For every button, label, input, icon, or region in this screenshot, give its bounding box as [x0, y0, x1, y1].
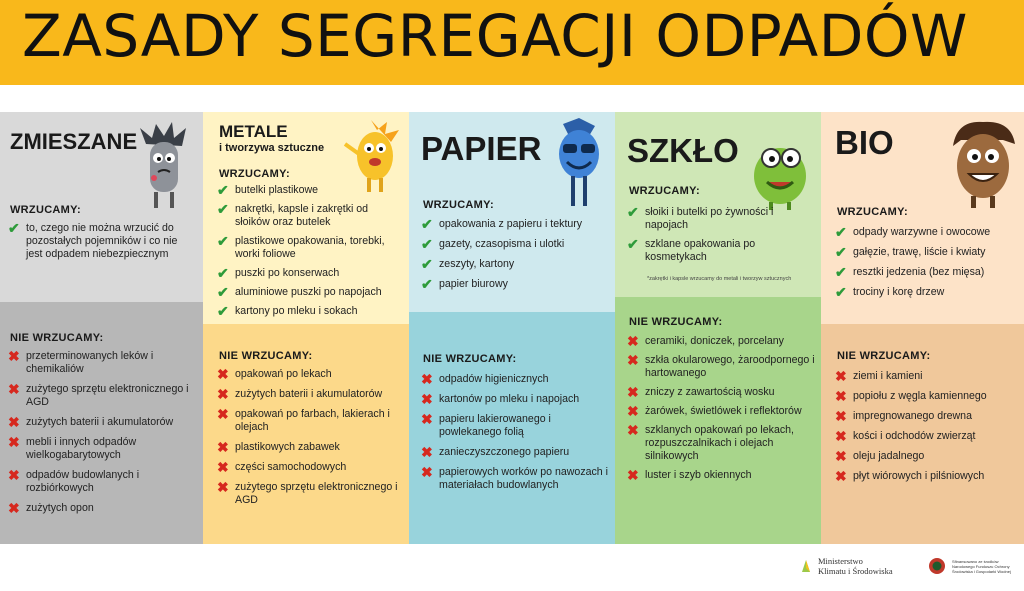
metale-yes-label: WRZUCAMY: — [219, 168, 290, 180]
cross-icon: ✖ — [835, 428, 847, 444]
bio-yes-label: WRZUCAMY: — [837, 206, 908, 218]
list-item — [421, 466, 611, 492]
cross-icon: ✖ — [627, 467, 639, 483]
list-item — [8, 222, 183, 261]
zmieszane-no-list — [8, 350, 198, 515]
column-metale — [203, 112, 409, 544]
list-item-text: gałęzie, trawę, liście i kwiaty — [853, 246, 986, 258]
cross-icon: ✖ — [627, 384, 639, 400]
list-item-text: trociny i korę drzew — [853, 286, 945, 298]
list-item-text: butelki plastikowe — [235, 184, 319, 196]
zmieszane-mascot-icon — [138, 122, 190, 214]
metale-subtitle: i tworzywa sztuczne — [219, 142, 325, 154]
list-item-text: resztki jedzenia (bez mięsa) — [853, 266, 985, 278]
ministry-logo — [800, 556, 893, 576]
list-item — [217, 203, 397, 229]
cross-icon: ✖ — [421, 464, 433, 480]
metale-no-label: NIE WRZUCAMY: — [219, 350, 313, 362]
list-item-text: odpady warzywne i owocowe — [853, 226, 991, 238]
cross-icon: ✖ — [421, 444, 433, 460]
metale-title: METALE — [219, 122, 288, 141]
list-item-text: impregnowanego drewna — [853, 410, 972, 422]
ministry-name — [818, 556, 893, 576]
list-item-text: opakowań po farbach, lakierach i olejach — [235, 408, 390, 433]
cross-icon: ✖ — [835, 388, 847, 404]
list-item-text: papierowych worków po nawozach i materiałach budowlanych — [439, 466, 608, 491]
list-item-text: popiołu z węgla kamiennego — [853, 390, 987, 402]
list-item — [835, 410, 1020, 423]
list-item-text: plastikowe opakowania, torebki, worki foliowe — [235, 235, 385, 260]
bio-title: BIO — [835, 124, 894, 161]
zmieszane-yes-list — [8, 222, 183, 261]
list-item — [217, 388, 402, 401]
bio-mascot-icon — [947, 118, 1019, 210]
list-item-text: luster i szyb okiennych — [645, 469, 752, 481]
list-item-text: zeszyty, kartony — [439, 258, 515, 270]
list-item-text: przeterminowanych leków i chemikaliów — [26, 350, 154, 375]
cross-icon: ✖ — [217, 366, 229, 382]
check-icon: ✔ — [835, 264, 847, 280]
list-item — [217, 286, 397, 299]
list-item — [217, 368, 402, 381]
list-item — [835, 286, 1020, 299]
cross-icon: ✖ — [627, 333, 639, 349]
list-item-text: gazety, czasopisma i ulotki — [439, 238, 565, 250]
list-item — [421, 446, 611, 459]
column-bio — [821, 112, 1024, 544]
list-item-text: papieru lakierowanego i powlekanego folią — [439, 413, 551, 438]
cross-icon: ✖ — [217, 479, 229, 495]
cross-icon: ✖ — [627, 422, 639, 438]
list-item — [217, 441, 402, 454]
list-item-text: puszki po konserwach — [235, 267, 340, 279]
check-icon: ✔ — [835, 284, 847, 300]
papier-yes-label: WRZUCAMY: — [423, 199, 494, 211]
list-item-text: odpadów budowlanych i rozbiórkowych — [26, 469, 140, 494]
list-item-text: żarówek, świetlówek i reflektorów — [645, 405, 802, 417]
cross-icon: ✖ — [217, 459, 229, 475]
szklo-yes-label: WRZUCAMY: — [629, 185, 700, 197]
column-papier — [409, 112, 615, 544]
check-icon: ✔ — [217, 233, 229, 249]
list-item — [8, 383, 198, 409]
papier-no-label: NIE WRZUCAMY: — [423, 353, 517, 365]
cross-icon: ✖ — [421, 391, 433, 407]
check-icon: ✔ — [217, 201, 229, 217]
check-icon: ✔ — [217, 265, 229, 281]
list-item-text: szklanych opakowań po lekach, rozpuszczalnikach i olejach silnikowych — [645, 424, 794, 462]
list-item-text: płyt wiórowych i pilśniowych — [853, 470, 985, 482]
cross-icon: ✖ — [421, 371, 433, 387]
list-item — [835, 390, 1020, 403]
list-item — [421, 373, 611, 386]
list-item-text: zanieczyszczonego papieru — [439, 446, 570, 458]
list-item-text: ziemi i kamieni — [853, 370, 923, 382]
list-item-text: opakowania z papieru i tektury — [439, 218, 583, 230]
list-item — [8, 469, 198, 495]
list-item — [8, 416, 198, 429]
list-item — [627, 386, 817, 399]
list-item-text: mebli i innych odpadów wielkogabarytowych — [26, 436, 137, 461]
check-icon: ✔ — [217, 284, 229, 300]
check-icon: ✔ — [217, 182, 229, 198]
list-item — [835, 266, 1020, 279]
papier-yes-list — [421, 218, 606, 291]
bio-yes-list — [835, 226, 1020, 299]
cross-icon: ✖ — [627, 403, 639, 419]
list-item-text: słoiki i butelki po żywności i napojach — [645, 206, 774, 231]
list-item — [217, 305, 397, 318]
list-item — [217, 408, 402, 434]
cross-icon: ✖ — [8, 467, 20, 483]
zmieszane-title: ZMIESZANE — [10, 129, 138, 154]
fund-logo — [928, 557, 1012, 575]
metale-yes-list — [217, 184, 397, 318]
category-columns — [0, 112, 1024, 544]
cross-icon: ✖ — [835, 448, 847, 464]
fund-name: Sfinansowano ze środków Narodowego Funduszu Ochrony Środowiska i Gospodarki Wodnej — [952, 558, 1011, 574]
szklo-no-label: NIE WRZUCAMY: — [629, 316, 723, 328]
list-item-text: części samochodowych — [235, 461, 347, 473]
list-item — [8, 350, 198, 376]
check-icon: ✔ — [421, 236, 433, 252]
list-item-text: szkła okularowego, żaroodpornego i hartowanego — [645, 354, 815, 379]
list-item — [217, 461, 402, 474]
column-zmieszane — [0, 112, 203, 544]
check-icon: ✔ — [421, 256, 433, 272]
zmieszane-no-label: NIE WRZUCAMY: — [10, 332, 104, 344]
list-item-text: oleju jadalnego — [853, 450, 925, 462]
bio-no-list — [835, 370, 1020, 483]
ministry-name-line1: Ministerstwo — [818, 556, 863, 566]
list-item — [8, 502, 198, 515]
szklo-mascot-icon — [747, 136, 813, 212]
check-icon: ✔ — [835, 244, 847, 260]
list-item — [627, 405, 817, 418]
list-item — [835, 246, 1020, 259]
cross-icon: ✖ — [217, 439, 229, 455]
cross-icon: ✖ — [8, 381, 20, 397]
check-icon: ✔ — [627, 204, 639, 220]
zmieszane-yes-label: WRZUCAMY: — [10, 204, 81, 216]
list-item — [8, 436, 198, 462]
cross-icon: ✖ — [421, 411, 433, 427]
list-item-text: aluminiowe puszki po napojach — [235, 286, 382, 298]
list-item — [627, 206, 812, 232]
list-item — [217, 267, 397, 280]
cross-icon: ✖ — [835, 468, 847, 484]
list-item-text: opakowań po lekach — [235, 368, 332, 380]
list-item — [217, 184, 397, 197]
list-item — [627, 238, 812, 264]
list-item — [835, 470, 1020, 483]
metale-no-list — [217, 368, 402, 507]
list-item — [421, 238, 606, 251]
list-item-text: zużytych baterii i akumulatorów — [235, 388, 383, 400]
list-item-text: zużytego sprzętu elektronicznego i AGD — [26, 383, 189, 408]
list-item-text: zniczy z zawartością wosku — [645, 386, 775, 398]
list-item-text: ceramiki, doniczek, porcelany — [645, 335, 784, 347]
papier-mascot-icon — [549, 118, 609, 214]
list-item-text: kartony po mleku i sokach — [235, 305, 358, 317]
list-item — [217, 481, 402, 507]
check-icon: ✔ — [627, 236, 639, 252]
check-icon: ✔ — [421, 216, 433, 232]
list-item — [835, 226, 1020, 239]
list-item-text: kartonów po mleku i napojach — [439, 393, 580, 405]
column-szklo — [615, 112, 821, 544]
check-icon: ✔ — [8, 220, 20, 236]
title-banner — [0, 0, 1024, 85]
list-item-text: to, czego nie można wrzucić do pozostałych pojemników i co nie jest odpadem niebezpiecznym — [26, 222, 178, 260]
cross-icon: ✖ — [8, 434, 20, 450]
cross-icon: ✖ — [8, 414, 20, 430]
list-item-text: szklane opakowania po kosmetykach — [645, 238, 756, 263]
list-item-text: zużytych baterii i akumulatorów — [26, 416, 174, 428]
check-icon: ✔ — [835, 224, 847, 240]
list-item — [217, 235, 397, 261]
list-item — [835, 450, 1020, 463]
cross-icon: ✖ — [217, 386, 229, 402]
szklo-no-list — [627, 335, 817, 482]
list-item — [627, 469, 817, 482]
list-item-text: zużytych opon — [26, 502, 94, 514]
list-item — [421, 413, 611, 439]
papier-title: PAPIER — [421, 130, 542, 167]
ministry-name-line2: Klimatu i Środowiska — [818, 566, 893, 576]
check-icon: ✔ — [217, 303, 229, 319]
list-item — [421, 393, 611, 406]
list-item-text: plastikowych zabawek — [235, 441, 340, 453]
cross-icon: ✖ — [217, 406, 229, 422]
list-item — [627, 335, 817, 348]
ministry-emblem-icon — [800, 558, 812, 574]
szklo-title: SZKŁO — [627, 132, 739, 169]
szklo-yes-list — [627, 206, 812, 264]
list-item — [421, 258, 606, 271]
page-title: ZASADY SEGREGACJI ODPADÓW — [22, 2, 968, 70]
cross-icon: ✖ — [835, 408, 847, 424]
list-item — [835, 430, 1020, 443]
cross-icon: ✖ — [8, 500, 20, 516]
cross-icon: ✖ — [627, 352, 639, 368]
list-item-text: papier biurowy — [439, 278, 508, 290]
list-item — [627, 354, 817, 380]
list-item-text: nakrętki, kapsle i zakrętki od słoików oraz butelek — [235, 203, 369, 228]
list-item — [421, 218, 606, 231]
cross-icon: ✖ — [8, 348, 20, 364]
list-item — [835, 370, 1020, 383]
cross-icon: ✖ — [835, 368, 847, 384]
list-item-text: zużytego sprzętu elektronicznego i AGD — [235, 481, 398, 506]
bio-no-label: NIE WRZUCAMY: — [837, 350, 931, 362]
list-item — [421, 278, 606, 291]
fund-emblem-icon — [928, 557, 946, 575]
list-item-text: kości i odchodów zwierząt — [853, 430, 976, 442]
szklo-footnote: *zakrętki i kapsle wrzucamy do metali i tworzyw sztucznych — [647, 276, 792, 282]
list-item — [627, 424, 817, 463]
check-icon: ✔ — [421, 276, 433, 292]
list-item-text: odpadów higienicznych — [439, 373, 549, 385]
papier-no-list — [421, 373, 611, 492]
